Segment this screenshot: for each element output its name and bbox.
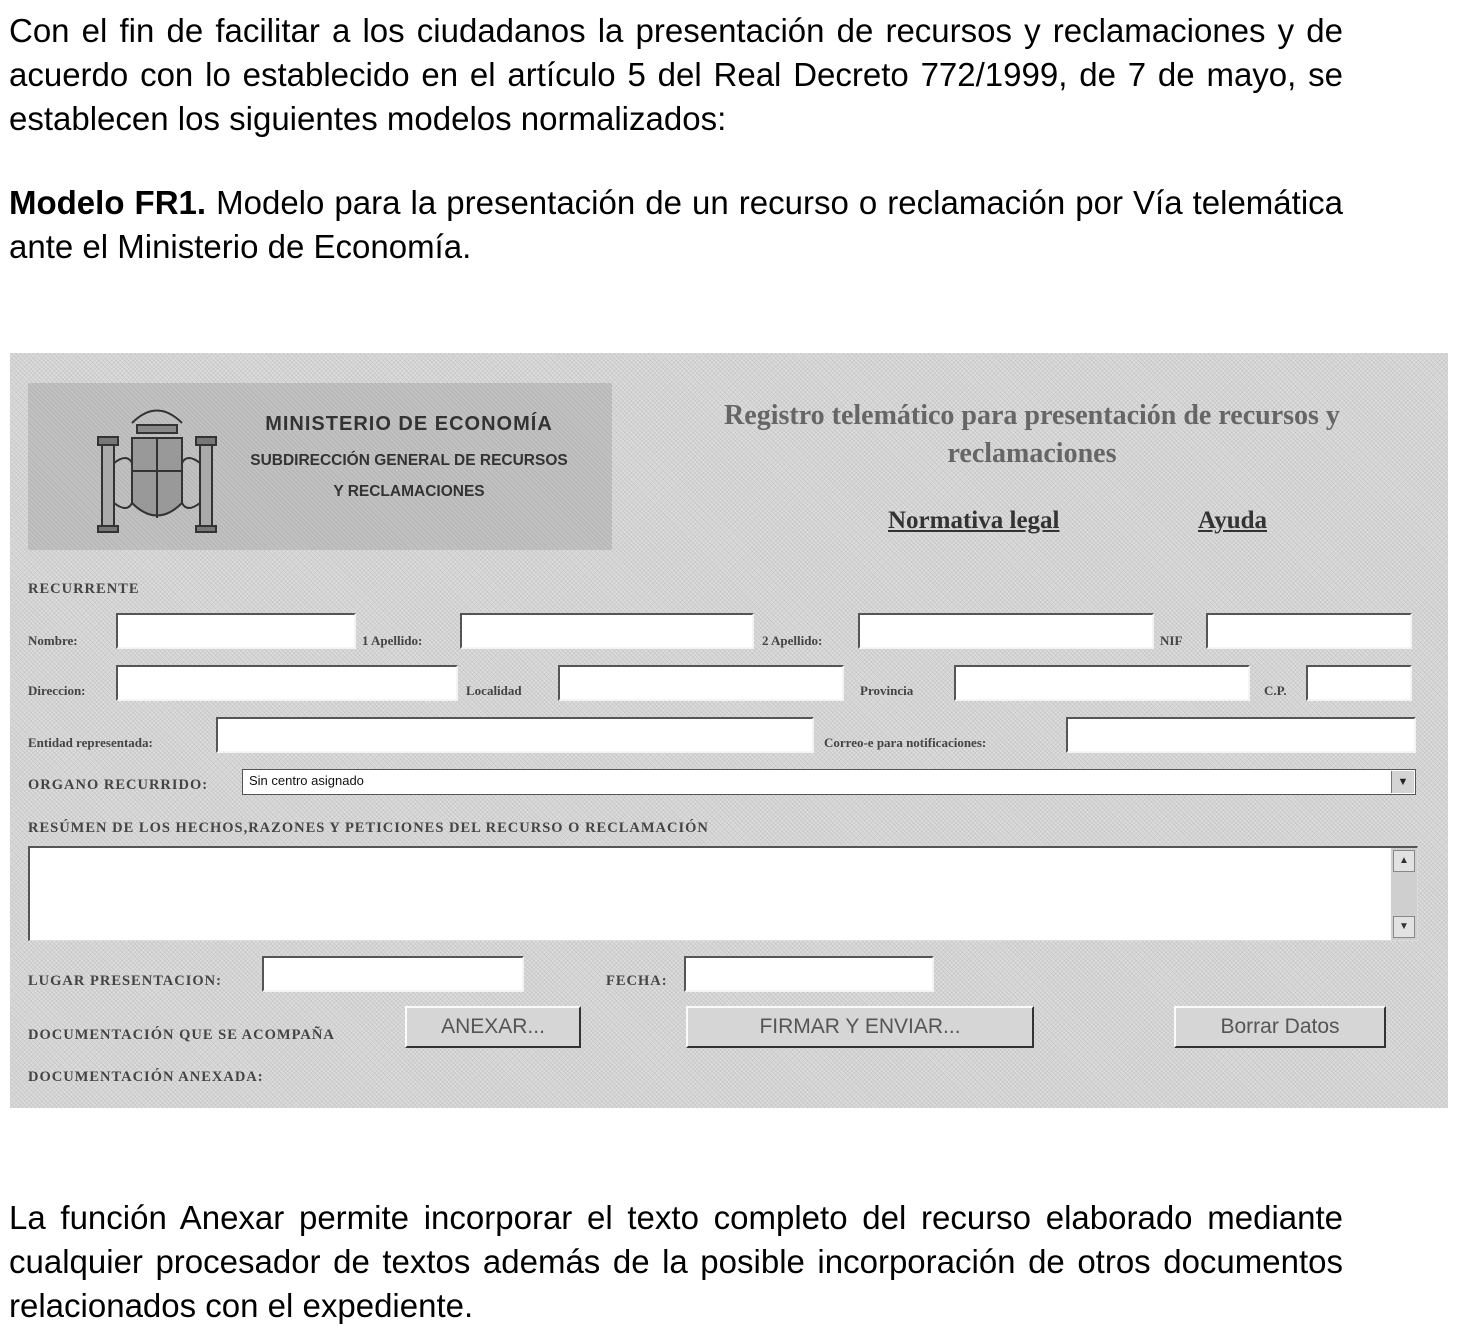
organo-label: ORGANO RECURRIDO:	[28, 777, 209, 793]
firmar-enviar-button[interactable]: FIRMAR Y ENVIAR...	[686, 1006, 1034, 1048]
nombre-input[interactable]	[116, 613, 356, 649]
chevron-down-icon[interactable]: ▼	[1391, 771, 1414, 793]
fecha-input[interactable]	[684, 956, 934, 992]
cp-label: C.P.	[1264, 683, 1287, 698]
coat-of-arms-icon	[92, 393, 222, 543]
form-screenshot	[10, 353, 1448, 1108]
provincia-label: Provincia	[860, 683, 914, 698]
documentacion-anexada-label: DOCUMENTACIÓN ANEXADA:	[28, 1069, 264, 1085]
lugar-input[interactable]	[262, 956, 524, 992]
lugar-label: LUGAR PRESENTACION:	[28, 973, 222, 989]
textarea-scrollbar[interactable]	[1391, 848, 1417, 940]
resumen-label: RESÚMEN DE LOS HECHOS,RAZONES Y PETICIONES DEL RECURSO O RECLAMACIÓN	[28, 820, 709, 836]
closing-paragraph: La función Anexar permite incorporar el texto completo del recurso elaborado mediante cualquier procesador de textos además de la posible incorporación de otros documentos relacionados con el expediente.	[9, 1199, 1343, 1324]
apellido2-label: 2 Apellido:	[762, 633, 823, 648]
direccion-input[interactable]	[116, 665, 458, 701]
subdirection-line2: Y RECLAMACIONES	[333, 483, 485, 500]
organo-selected-value: Sin centro asignado	[249, 773, 364, 788]
cp-input[interactable]	[1306, 665, 1412, 701]
fecha-label: FECHA:	[606, 973, 668, 989]
nombre-label: Nombre:	[28, 633, 78, 648]
correo-label: Correo-e para notificaciones:	[824, 735, 987, 750]
ministry-name: MINISTERIO DE ECONOMÍA	[265, 413, 553, 435]
anexar-button[interactable]: ANEXAR...	[405, 1006, 581, 1048]
apellido2-input[interactable]	[858, 613, 1154, 649]
correo-input[interactable]	[1066, 717, 1416, 753]
localidad-label: Localidad	[466, 683, 522, 698]
ministry-header	[28, 383, 612, 550]
recurrente-heading: RECURRENTE	[28, 581, 140, 597]
nif-label: NIF	[1160, 633, 1183, 648]
scroll-down-icon[interactable]: ▼	[1393, 916, 1415, 938]
model-paragraph	[9, 181, 1343, 269]
provincia-input[interactable]	[954, 665, 1250, 701]
organo-select[interactable]	[242, 769, 1416, 795]
localidad-input[interactable]	[558, 665, 844, 701]
direccion-label: Direccion:	[28, 683, 86, 698]
entidad-label: Entidad representada:	[28, 735, 153, 750]
scroll-up-icon[interactable]: ▲	[1393, 850, 1415, 872]
apellido1-input[interactable]	[460, 613, 754, 649]
model-name: Modelo FR1.	[9, 184, 207, 221]
entidad-input[interactable]	[216, 717, 814, 753]
documentacion-label: DOCUMENTACIÓN QUE SE ACOMPAÑA	[28, 1027, 335, 1043]
apellido1-label: 1 Apellido:	[362, 633, 423, 648]
intro-paragraph: Con el fin de facilitar a los ciudadanos la presentación de recursos y reclamaciones y de acuerdo con lo establecido en el artículo 5 del Real Decreto 772/1999, de 7 de mayo, se establecen los siguientes modelos normalizados:	[9, 12, 1343, 137]
normativa-legal-link[interactable]: Normativa legal	[888, 507, 1060, 534]
form-title: Registro telemático para presentación de recursos y reclamaciones	[724, 400, 1340, 469]
ayuda-link[interactable]: Ayuda	[1198, 507, 1268, 534]
model-description: Modelo para la presentación de un recurso o reclamación por Vía telemática ante el Ministerio de Economía.	[9, 184, 1343, 265]
borrar-datos-button[interactable]: Borrar Datos	[1174, 1006, 1386, 1048]
nif-input[interactable]	[1206, 613, 1412, 649]
subdirection-line1: SUBDIRECCIÓN GENERAL DE RECURSOS	[250, 452, 568, 469]
resumen-textarea[interactable]	[28, 846, 1418, 941]
